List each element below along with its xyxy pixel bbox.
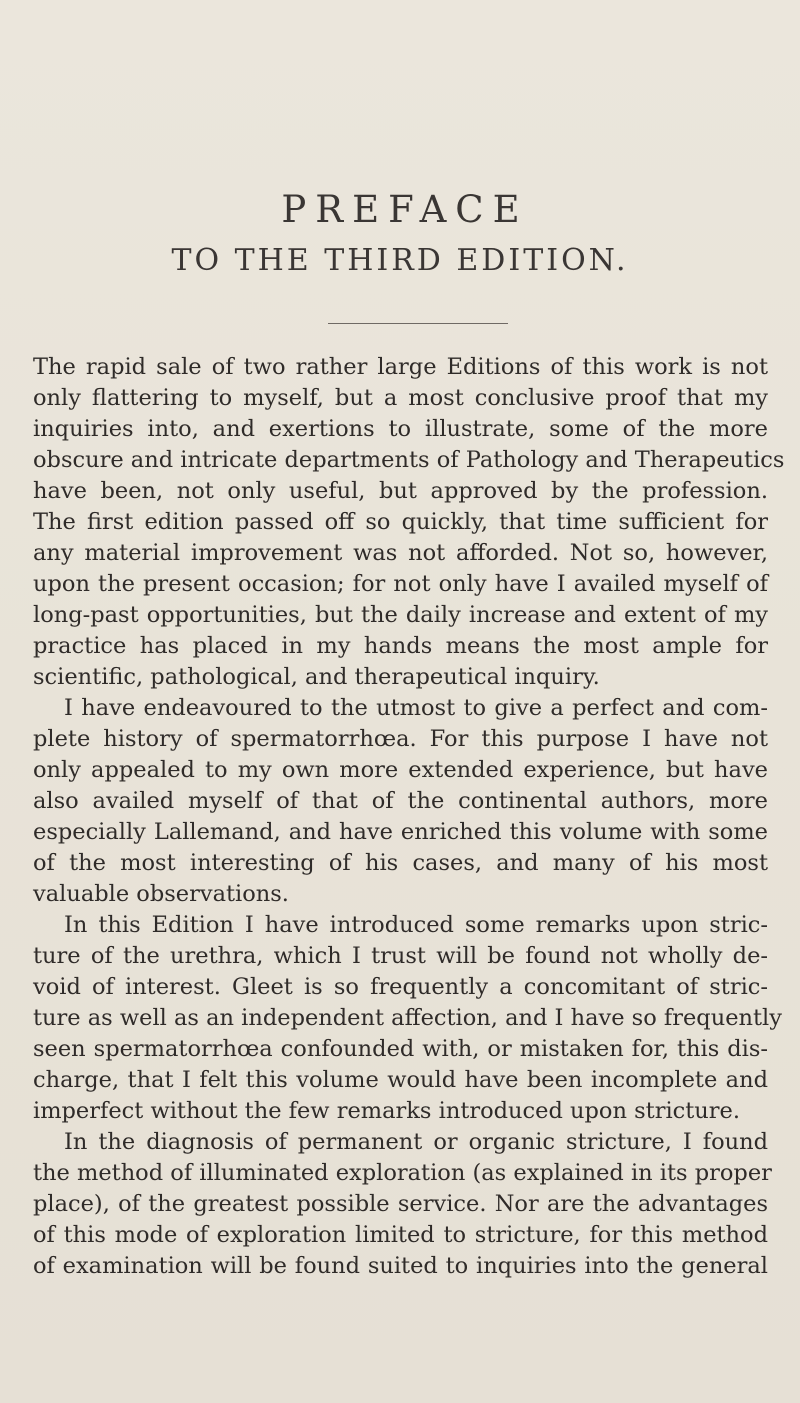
- text-line: upon the present occasion; for not only have I availed myself of: [33, 571, 768, 597]
- text-line: of examination will be found suited to inquiries into the general: [33, 1253, 768, 1279]
- text-line: only flattering to myself, but a most conclusive proof that my: [33, 385, 768, 411]
- text-line: void of interest. Gleet is so frequently a concomitant of stric-: [33, 974, 768, 1000]
- title-divider: [328, 323, 508, 324]
- text-line: only appealed to my own more extended experience, but have: [33, 757, 768, 783]
- text-line: The first edition passed off so quickly, that time sufficient for: [33, 509, 768, 535]
- page-subtitle: TO THE THIRD EDITION.: [171, 243, 629, 278]
- text-line: In the diagnosis of permanent or organic stricture, I found: [64, 1129, 768, 1155]
- text-line: ture of the urethra, which I trust will be found not wholly de-: [33, 943, 768, 969]
- text-line: the method of illuminated exploration (as explained in its proper: [33, 1160, 772, 1186]
- text-line: also availed myself of that of the continental authors, more: [33, 788, 768, 814]
- text-line: have been, not only useful, but approved by the profession.: [33, 478, 768, 504]
- text-line: seen spermatorrhœa confounded with, or mistaken for, this dis-: [33, 1036, 768, 1062]
- text-line: imperfect without the few remarks introduced upon stricture.: [33, 1098, 741, 1124]
- text-line: place), of the greatest possible service. Nor are the advantages: [33, 1191, 768, 1217]
- text-line: of this mode of exploration limited to stricture, for this method: [33, 1222, 768, 1248]
- text-line: obscure and intricate departments of Pathology and Therapeutics: [33, 447, 785, 473]
- text-line: charge, that I felt this volume would have been incomplete and: [33, 1067, 768, 1093]
- page-title: PREFACE: [281, 188, 529, 231]
- text-line: ture as well as an independent affection, and I have so frequently: [33, 1005, 782, 1031]
- text-line: In this Edition I have introduced some remarks upon stric-: [64, 912, 768, 938]
- text-line: any material improvement was not afforded. Not so, however,: [33, 540, 768, 566]
- text-line: especially Lallemand, and have enriched this volume with some: [33, 819, 768, 845]
- text-line: inquiries into, and exertions to illustrate, some of the more: [33, 416, 768, 442]
- text-line: valuable observations.: [33, 881, 289, 907]
- text-line: plete history of spermatorrhœa. For this purpose I have not: [33, 726, 768, 752]
- text-line: long-past opportunities, but the daily increase and extent of my: [33, 602, 768, 628]
- text-line: of the most interesting of his cases, and many of his most: [33, 850, 768, 876]
- text-line: The rapid sale of two rather large Editions of this work is not: [33, 354, 768, 380]
- text-line: scientific, pathological, and therapeutical inquiry.: [33, 664, 600, 690]
- text-line: I have endeavoured to the utmost to give a perfect and com-: [64, 695, 768, 721]
- text-line: practice has placed in my hands means the most ample for: [33, 633, 768, 659]
